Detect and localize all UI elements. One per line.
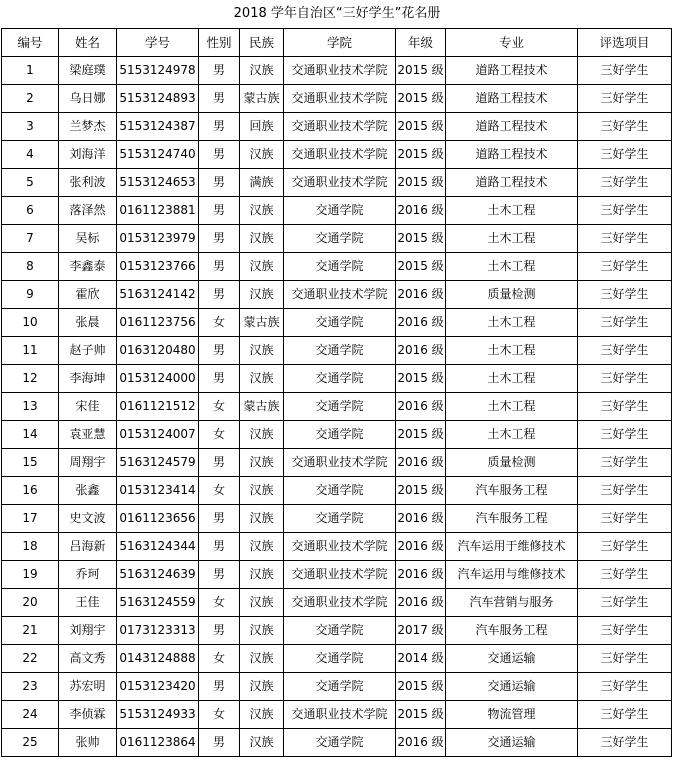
cell-column-major: 汽车营销与服务 [446,589,578,617]
cell-column-college: 交通职业技术学院 [284,701,396,729]
cell-column-gender: 男 [199,673,240,701]
cell-column-ethnicity: 汉族 [240,701,284,729]
cell-column-name: 张鑫 [59,477,117,505]
cell-column-grade: 2016 级 [396,281,446,309]
cell-column-student-id: 0153123420 [117,673,199,701]
cell-column-major: 土木工程 [446,197,578,225]
cell-column-ethnicity: 汉族 [240,505,284,533]
cell-column-grade: 2016 级 [396,729,446,757]
cell-column-major: 汽车服务工程 [446,505,578,533]
cell-column-grade: 2016 级 [396,533,446,561]
table-row [2,197,672,225]
cell-column-award: 三好学生 [578,309,672,337]
cell-column-award: 三好学生 [578,253,672,281]
cell-column-ethnicity: 汉族 [240,729,284,757]
cell-column-name: 袁亚慧 [59,421,117,449]
header-column-award: 评选项目 [578,29,672,57]
cell-column-name: 霍欣 [59,281,117,309]
cell-column-student-id: 5163124639 [117,561,199,589]
cell-column-ethnicity: 汉族 [240,449,284,477]
cell-column-ethnicity: 满族 [240,169,284,197]
cell-column-college: 交通学院 [284,645,396,673]
table-row [2,57,672,85]
table-row [2,421,672,449]
cell-column-award: 三好学生 [578,197,672,225]
cell-column-college: 交通学院 [284,477,396,505]
table-row [2,309,672,337]
cell-column-number: 24 [2,701,59,729]
cell-column-name: 史文波 [59,505,117,533]
cell-column-student-id: 5153124933 [117,701,199,729]
cell-column-grade: 2015 级 [396,113,446,141]
header-column-name: 姓名 [59,29,117,57]
roster-table [1,28,672,757]
header-column-grade: 年级 [396,29,446,57]
cell-column-gender: 女 [199,477,240,505]
cell-column-name: 兰梦杰 [59,113,117,141]
cell-column-major: 道路工程技术 [446,113,578,141]
cell-column-grade: 2016 级 [396,309,446,337]
cell-column-college: 交通学院 [284,393,396,421]
cell-column-number: 15 [2,449,59,477]
cell-column-student-id: 5153124978 [117,57,199,85]
table-row [2,365,672,393]
cell-column-ethnicity: 汉族 [240,337,284,365]
cell-column-name: 乌日娜 [59,85,117,113]
table-body [2,57,672,757]
cell-column-ethnicity: 回族 [240,113,284,141]
header-column-ethnicity: 民族 [240,29,284,57]
cell-column-ethnicity: 汉族 [240,421,284,449]
cell-column-student-id: 0161123881 [117,197,199,225]
cell-column-grade: 2016 级 [396,449,446,477]
cell-column-major: 土木工程 [446,309,578,337]
cell-column-college: 交通学院 [284,505,396,533]
cell-column-student-id: 5153124653 [117,169,199,197]
cell-column-name: 张帅 [59,729,117,757]
cell-column-award: 三好学生 [578,169,672,197]
cell-column-number: 3 [2,113,59,141]
cell-column-ethnicity: 汉族 [240,57,284,85]
cell-column-ethnicity: 汉族 [240,617,284,645]
header-column-student-id: 学号 [117,29,199,57]
cell-column-number: 14 [2,421,59,449]
cell-column-ethnicity: 汉族 [240,645,284,673]
cell-column-student-id: 0153123766 [117,253,199,281]
cell-column-award: 三好学生 [578,477,672,505]
cell-column-grade: 2016 级 [396,589,446,617]
cell-column-student-id: 0153124007 [117,421,199,449]
cell-column-major: 土木工程 [446,421,578,449]
cell-column-gender: 女 [199,309,240,337]
header-column-major: 专业 [446,29,578,57]
cell-column-college: 交通职业技术学院 [284,561,396,589]
cell-column-award: 三好学生 [578,505,672,533]
cell-column-grade: 2015 级 [396,253,446,281]
cell-column-gender: 女 [199,701,240,729]
cell-column-college: 交通学院 [284,309,396,337]
cell-column-student-id: 5153124893 [117,85,199,113]
cell-column-major: 土木工程 [446,253,578,281]
cell-column-award: 三好学生 [578,421,672,449]
cell-column-grade: 2015 级 [396,57,446,85]
cell-column-award: 三好学生 [578,281,672,309]
table-row [2,505,672,533]
cell-column-name: 宋佳 [59,393,117,421]
cell-column-major: 质量检测 [446,281,578,309]
cell-column-number: 23 [2,673,59,701]
cell-column-ethnicity: 汉族 [240,365,284,393]
cell-column-grade: 2015 级 [396,141,446,169]
table-row [2,281,672,309]
cell-column-award: 三好学生 [578,701,672,729]
cell-column-major: 汽车运用于维修技术 [446,533,578,561]
cell-column-ethnicity: 蒙古族 [240,85,284,113]
cell-column-college: 交通学院 [284,365,396,393]
cell-column-name: 李鑫泰 [59,253,117,281]
cell-column-award: 三好学生 [578,449,672,477]
table-row [2,701,672,729]
cell-column-name: 赵子帅 [59,337,117,365]
cell-column-name: 周翔宇 [59,449,117,477]
cell-column-gender: 男 [199,505,240,533]
cell-column-college: 交通职业技术学院 [284,449,396,477]
table-row [2,729,672,757]
table-row [2,617,672,645]
cell-column-student-id: 0161123864 [117,729,199,757]
cell-column-student-id: 0143124888 [117,645,199,673]
cell-column-major: 土木工程 [446,337,578,365]
table-row [2,645,672,673]
cell-column-name: 张晨 [59,309,117,337]
cell-column-award: 三好学生 [578,85,672,113]
cell-column-college: 交通职业技术学院 [284,85,396,113]
cell-column-major: 汽车服务工程 [446,477,578,505]
table-row [2,477,672,505]
cell-column-grade: 2015 级 [396,169,446,197]
cell-column-student-id: 0173123313 [117,617,199,645]
cell-column-award: 三好学生 [578,337,672,365]
cell-column-grade: 2016 级 [396,393,446,421]
cell-column-student-id: 0163120480 [117,337,199,365]
cell-column-student-id: 5153124387 [117,113,199,141]
cell-column-award: 三好学生 [578,561,672,589]
cell-column-college: 交通职业技术学院 [284,169,396,197]
cell-column-name: 张利波 [59,169,117,197]
cell-column-college: 交通职业技术学院 [284,589,396,617]
table-row [2,141,672,169]
cell-column-gender: 男 [199,169,240,197]
cell-column-gender: 女 [199,421,240,449]
cell-column-major: 土木工程 [446,225,578,253]
cell-column-college: 交通职业技术学院 [284,113,396,141]
cell-column-ethnicity: 汉族 [240,477,284,505]
cell-column-gender: 男 [199,533,240,561]
cell-column-number: 16 [2,477,59,505]
cell-column-college: 交通学院 [284,253,396,281]
cell-column-ethnicity: 汉族 [240,281,284,309]
cell-column-gender: 男 [199,141,240,169]
table-row [2,253,672,281]
cell-column-gender: 男 [199,561,240,589]
cell-column-student-id: 0153124000 [117,365,199,393]
cell-column-major: 交通运输 [446,729,578,757]
cell-column-number: 7 [2,225,59,253]
table-row [2,533,672,561]
cell-column-name: 刘翔宇 [59,617,117,645]
cell-column-number: 5 [2,169,59,197]
header-column-college: 学院 [284,29,396,57]
table-row [2,449,672,477]
cell-column-award: 三好学生 [578,729,672,757]
cell-column-college: 交通学院 [284,729,396,757]
cell-column-grade: 2015 级 [396,421,446,449]
cell-column-student-id: 0161121512 [117,393,199,421]
cell-column-gender: 男 [199,281,240,309]
cell-column-major: 汽车服务工程 [446,617,578,645]
cell-column-college: 交通职业技术学院 [284,57,396,85]
cell-column-award: 三好学生 [578,57,672,85]
cell-column-award: 三好学生 [578,365,672,393]
cell-column-college: 交通学院 [284,337,396,365]
cell-column-name: 吕海新 [59,533,117,561]
cell-column-student-id: 5163124559 [117,589,199,617]
cell-column-major: 交通运输 [446,673,578,701]
cell-column-gender: 男 [199,197,240,225]
table-row [2,225,672,253]
cell-column-gender: 男 [199,617,240,645]
cell-column-name: 李海坤 [59,365,117,393]
cell-column-grade: 2015 级 [396,477,446,505]
cell-column-grade: 2014 级 [396,645,446,673]
cell-column-award: 三好学生 [578,113,672,141]
cell-column-number: 13 [2,393,59,421]
cell-column-name: 高文秀 [59,645,117,673]
cell-column-number: 20 [2,589,59,617]
cell-column-number: 22 [2,645,59,673]
cell-column-gender: 男 [199,57,240,85]
cell-column-major: 汽车运用与维修技术 [446,561,578,589]
cell-column-award: 三好学生 [578,673,672,701]
cell-column-ethnicity: 汉族 [240,589,284,617]
cell-column-gender: 女 [199,645,240,673]
cell-column-student-id: 0153123414 [117,477,199,505]
cell-column-gender: 男 [199,337,240,365]
cell-column-ethnicity: 汉族 [240,561,284,589]
table-row [2,169,672,197]
cell-column-grade: 2015 级 [396,365,446,393]
cell-column-grade: 2015 级 [396,85,446,113]
cell-column-number: 2 [2,85,59,113]
table-row [2,589,672,617]
cell-column-college: 交通学院 [284,617,396,645]
cell-column-name: 落泽然 [59,197,117,225]
cell-column-major: 道路工程技术 [446,85,578,113]
cell-column-ethnicity: 汉族 [240,533,284,561]
cell-column-gender: 男 [199,449,240,477]
cell-column-name: 吴标 [59,225,117,253]
cell-column-award: 三好学生 [578,617,672,645]
cell-column-award: 三好学生 [578,393,672,421]
cell-column-grade: 2015 级 [396,701,446,729]
cell-column-name: 苏宏明 [59,673,117,701]
cell-column-ethnicity: 汉族 [240,253,284,281]
cell-column-college: 交通学院 [284,421,396,449]
cell-column-college: 交通职业技术学院 [284,141,396,169]
cell-column-award: 三好学生 [578,533,672,561]
cell-column-name: 李侦霖 [59,701,117,729]
cell-column-major: 土木工程 [446,365,578,393]
table-row [2,393,672,421]
cell-column-grade: 2015 级 [396,225,446,253]
cell-column-number: 9 [2,281,59,309]
cell-column-college: 交通职业技术学院 [284,533,396,561]
cell-column-major: 交通运输 [446,645,578,673]
cell-column-award: 三好学生 [578,141,672,169]
table-row [2,85,672,113]
cell-column-number: 11 [2,337,59,365]
cell-column-number: 6 [2,197,59,225]
cell-column-name: 梁庭璞 [59,57,117,85]
cell-column-gender: 男 [199,253,240,281]
cell-column-name: 刘海洋 [59,141,117,169]
cell-column-college: 交通学院 [284,673,396,701]
cell-column-number: 1 [2,57,59,85]
page-title: 2018 学年自治区“三好学生”花名册 [233,6,441,21]
cell-column-ethnicity: 蒙古族 [240,393,284,421]
cell-column-gender: 女 [199,589,240,617]
cell-column-number: 12 [2,365,59,393]
cell-column-college: 交通学院 [284,197,396,225]
cell-column-grade: 2016 级 [396,197,446,225]
cell-column-ethnicity: 汉族 [240,225,284,253]
cell-column-major: 道路工程技术 [446,57,578,85]
cell-column-name: 王佳 [59,589,117,617]
cell-column-number: 4 [2,141,59,169]
cell-column-grade: 2016 级 [396,561,446,589]
table-row [2,561,672,589]
cell-column-student-id: 5153124740 [117,141,199,169]
cell-column-number: 18 [2,533,59,561]
cell-column-gender: 男 [199,225,240,253]
cell-column-student-id: 0161123756 [117,309,199,337]
cell-column-ethnicity: 汉族 [240,673,284,701]
cell-column-college: 交通学院 [284,225,396,253]
cell-column-major: 质量检测 [446,449,578,477]
cell-column-student-id: 0161123656 [117,505,199,533]
cell-column-gender: 男 [199,113,240,141]
cell-column-ethnicity: 汉族 [240,197,284,225]
cell-column-number: 10 [2,309,59,337]
cell-column-major: 道路工程技术 [446,141,578,169]
cell-column-college: 交通职业技术学院 [284,281,396,309]
cell-column-award: 三好学生 [578,225,672,253]
cell-column-major: 物流管理 [446,701,578,729]
cell-column-major: 道路工程技术 [446,169,578,197]
cell-column-award: 三好学生 [578,589,672,617]
cell-column-gender: 男 [199,729,240,757]
table-row [2,673,672,701]
table-row [2,113,672,141]
table-row [2,337,672,365]
table-header-row [2,29,672,57]
cell-column-award: 三好学生 [578,645,672,673]
cell-column-name: 乔珂 [59,561,117,589]
cell-column-number: 17 [2,505,59,533]
cell-column-student-id: 5163124579 [117,449,199,477]
cell-column-number: 21 [2,617,59,645]
cell-column-grade: 2016 级 [396,505,446,533]
cell-column-major: 土木工程 [446,393,578,421]
header-column-gender: 性别 [199,29,240,57]
cell-column-grade: 2016 级 [396,337,446,365]
cell-column-number: 8 [2,253,59,281]
cell-column-student-id: 5163124142 [117,281,199,309]
cell-column-student-id: 0153123979 [117,225,199,253]
cell-column-grade: 2017 级 [396,617,446,645]
cell-column-ethnicity: 蒙古族 [240,309,284,337]
cell-column-gender: 男 [199,365,240,393]
header-column-number: 编号 [2,29,59,57]
cell-column-gender: 女 [199,393,240,421]
cell-column-student-id: 5163124344 [117,533,199,561]
cell-column-ethnicity: 汉族 [240,141,284,169]
cell-column-number: 19 [2,561,59,589]
cell-column-grade: 2015 级 [396,673,446,701]
cell-column-number: 25 [2,729,59,757]
cell-column-gender: 男 [199,85,240,113]
